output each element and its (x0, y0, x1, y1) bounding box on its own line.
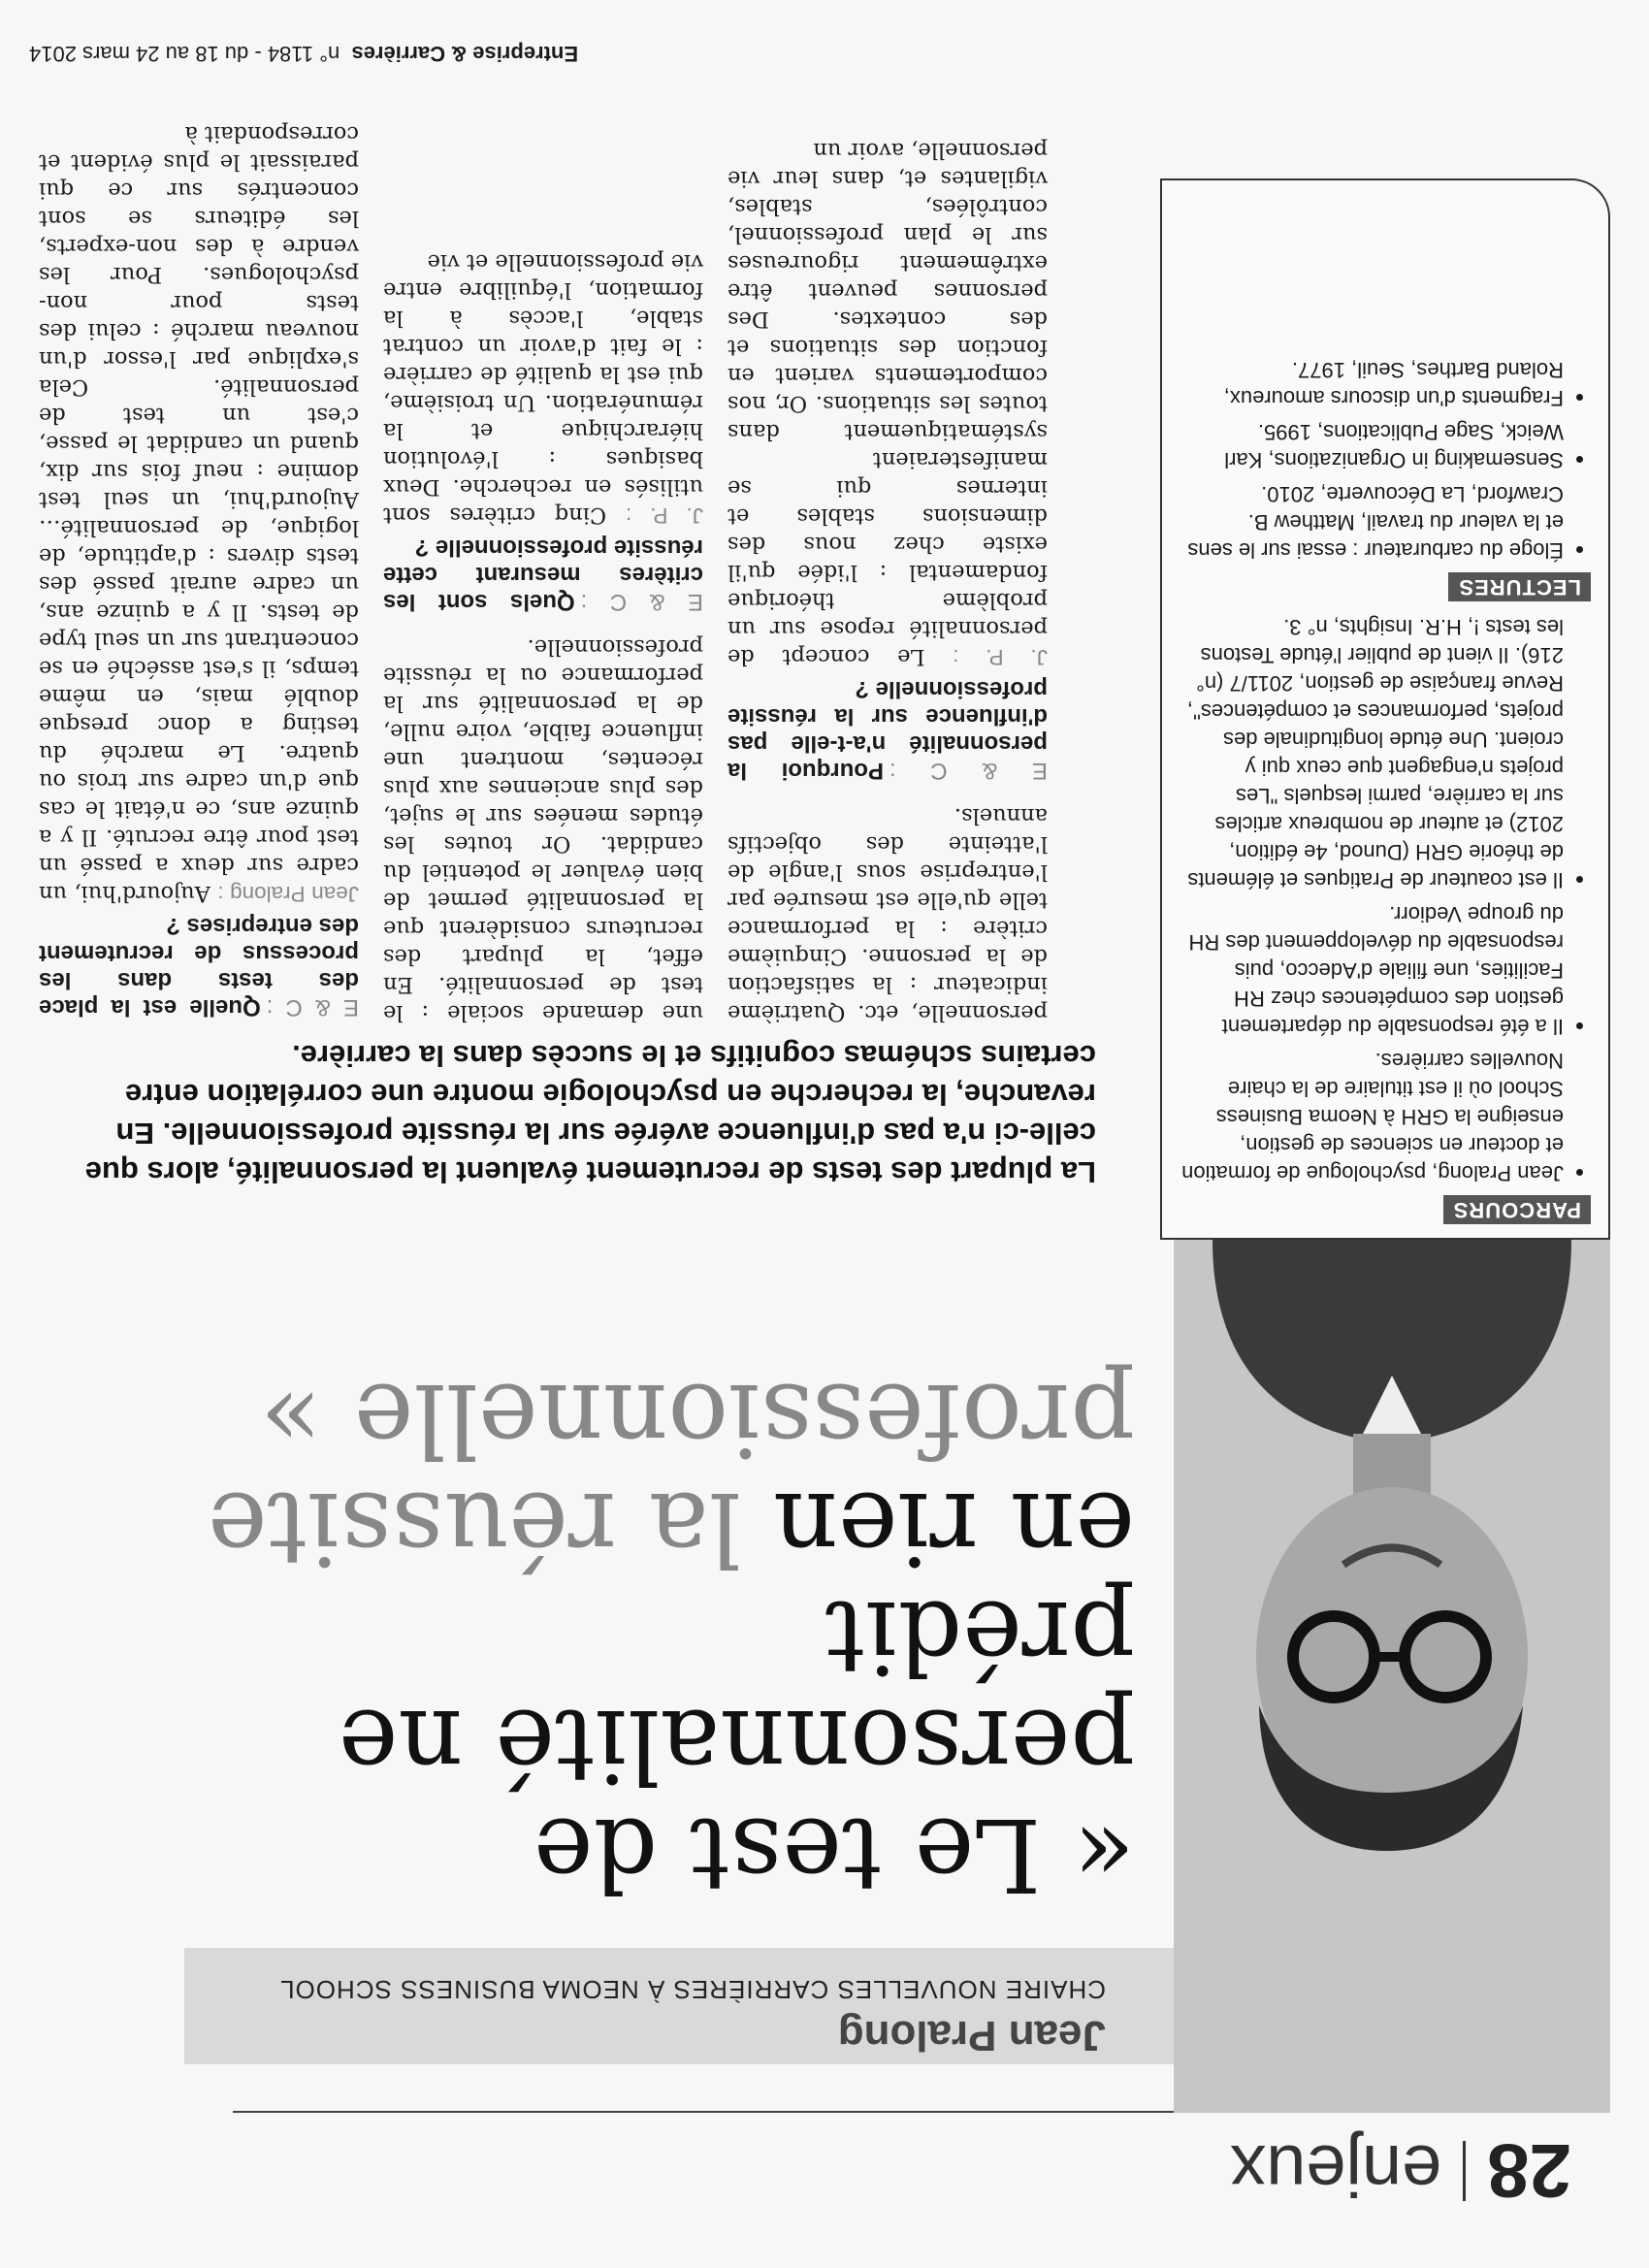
answer-2 (383, 247, 703, 530)
author-name: Jean Pralong (837, 2012, 1106, 2059)
parcours-item: • Jean Pralong, psychologue de formation et docteur en sciences de gestion, enseigne la GRH à Neoma Business School où il est titulaire de la chaire Nouvelles carrières. (1180, 1047, 1564, 1187)
answer-speaker: Jean Pralong : (217, 882, 359, 906)
lectures-list (1180, 356, 1591, 565)
answer-speaker: J. P. : (953, 645, 1048, 669)
question-text: Quelle est la place des tests dans les processus de recrutement des entreprises ? (39, 913, 359, 1021)
answer-text: Cinq critères sont utilisés en recherche. Deux basiques : l'évolution hiérarchique et la rémunération. Un troisième, qui est la qualité de carrière : le fait d'avoir un contrat stable, l'accès à la formation, l'équilibre entre vie professionnelle et vie (383, 249, 703, 528)
parcours-label: PARCOURS (1443, 1195, 1591, 1224)
headline-line-3 (48, 1470, 1135, 1588)
portrait-illustration (1174, 1240, 1610, 2113)
headline-line-4: professionnelle » (260, 1361, 1135, 1479)
page-number: 28 (1487, 2128, 1571, 2215)
headline-line-3b: la réussite (207, 1470, 741, 1588)
author-photo (1174, 1240, 1610, 2113)
headline-line-1: « Le test de (533, 1796, 1135, 1914)
question-key: E & C : (580, 589, 703, 615)
footer-issue: n° 1184 - du 18 au 24 mars 2014 (29, 42, 340, 66)
question-key: E & C : (889, 758, 1048, 784)
body-column-2 (383, 247, 703, 1026)
section-title: enjeux (1230, 2130, 1442, 2212)
headline-line-3a: en rien (740, 1470, 1135, 1588)
parcours-item: • Il a été responsable du département gestion des compétences chez RH Facilities, une filiale d'Adecco, puis responsable du développement des RH du groupe Vediorr. (1180, 900, 1564, 1041)
answer-1 (39, 119, 359, 908)
question-text: Pourquoi la personnalité n'a-t-elle pas d'influence sur la réussite professionnelle ? (728, 676, 1048, 784)
question-key: E & C : (266, 994, 359, 1021)
sidebar-box (1160, 178, 1610, 1240)
footer (29, 41, 578, 66)
headline-line-2: personnalité ne prédit (338, 1578, 1135, 1805)
parcours-list (1180, 613, 1591, 1187)
standfirst: La plupart des tests de recrutement évaluent la personnalité, alors que celle-ci n'a pas d'influence avérée sur la réussite professionnelle. En revanche, la recherche en psychologie montre une corrélation entre certains schémas cognitifs et le succès dans la carrière. (84, 1039, 1096, 1189)
answer-2-cont: personnelle, etc. Quatrième indicateur : la satisfaction de la personne. Cinquième critère : la performance telle qu'elle est mesurée par l'entreprise sous l'angle de l'atteinte des objectifs annuels. (728, 803, 1048, 1025)
answer-3 (728, 136, 1048, 671)
author-role: CHAIRE NOUVELLES CARRIÈRES À NEOMA BUSINESS SCHOOL (279, 1975, 1106, 2004)
lectures-item: • Sensemaking in Organizations, Karl Weick, Sage Publications, 1995. (1180, 418, 1564, 474)
footer-magazine: Entreprise & Carrières (351, 42, 579, 66)
lectures-label: LECTURES (1448, 572, 1591, 601)
answer-1-cont: une demande sociale : le test de personnalité. En effet, la plupart des recruteurs considèrent que la personnalité permet de bien évaluer le potentiel du candidat. Or toutes les études menées sur le sujet, des plus anciennes aux plus récentes, montrent une influence faible, voire nulle, de la personnalité sur la performance ou la réussite professionnelle. (383, 634, 703, 1025)
body-column-3 (728, 136, 1048, 1026)
parcours-item: • Il est coauteur de Pratiques et éléments de théorie GRH (Dunod, 4e édition, 2012) et auteur de nombreux articles sur la carrière, parmi lesquels "Les projets n'engagent que ceux qui y croient. Une étude longitudinale des projets, performances et compétences", Revue française de gestion, 2011/7 (n° 216). Il vient de publier l'étude Testons les tests !, H.R. Insights, n° 3. (1180, 613, 1564, 894)
answer-text: Aujourd'hui, un cadre sur deux a passé un test pour être recruté. Il y a quinze ans, ce n'était le cas que d'un cadre sur trois ou quatre. Le marché du testing a donc presque doublé mais, en même temps, il s'est asséché en se concentrant sur un seul type de tests. Il y a quinze ans, un cadre aurait passé des tests divers : d'aptitude, de logique, de personnalité… Aujourd'hui, un seul test domine : neuf fois sur dix, quand un candidat le passe, c'est un test de personnalité. Cela s'explique par l'essor d'un nouveau marché : celui des tests pour non-psychologues. Pour les vendre à des non-experts, les éditeurs se sont concentrés sur ce qui paraissait le plus évident et correspondait à (39, 121, 359, 906)
folio-divider (1463, 2141, 1466, 2201)
lectures-item: • Éloge du carburateur : essai sur le sens et la valeur du travail, Matthew B. Crawford, La Découverte, 2010. (1180, 480, 1564, 565)
folio (1230, 2128, 1571, 2215)
question-3 (728, 675, 1048, 784)
headline (48, 1361, 1135, 1914)
lectures-item: • Fragments d'un discours amoureux, Roland Barthes, Seuil, 1977. (1180, 356, 1564, 412)
body-column-1 (39, 119, 359, 1026)
answer-text: Le concept de personnalité repose sur un problème théorique fondamental : l'idée qu'il existe chez nous des dimensions stables et internes qui se manifesteraient systématiquement dans toutes les situations. Or, nos comportements varient en fonction des situations et des contextes. Des personnes peuvent être extrêmement rigoureuses sur le plan professionnel, contrôlées, stables, vigilantes et, dans leur vie personnelle, avoir un (727, 138, 1048, 669)
question-text: Quels sont les critères mesurant cette réussite professionnelle ? (383, 535, 703, 615)
question-2 (383, 534, 703, 615)
answer-speaker: J. P. : (626, 503, 703, 528)
question-1 (39, 912, 359, 1021)
